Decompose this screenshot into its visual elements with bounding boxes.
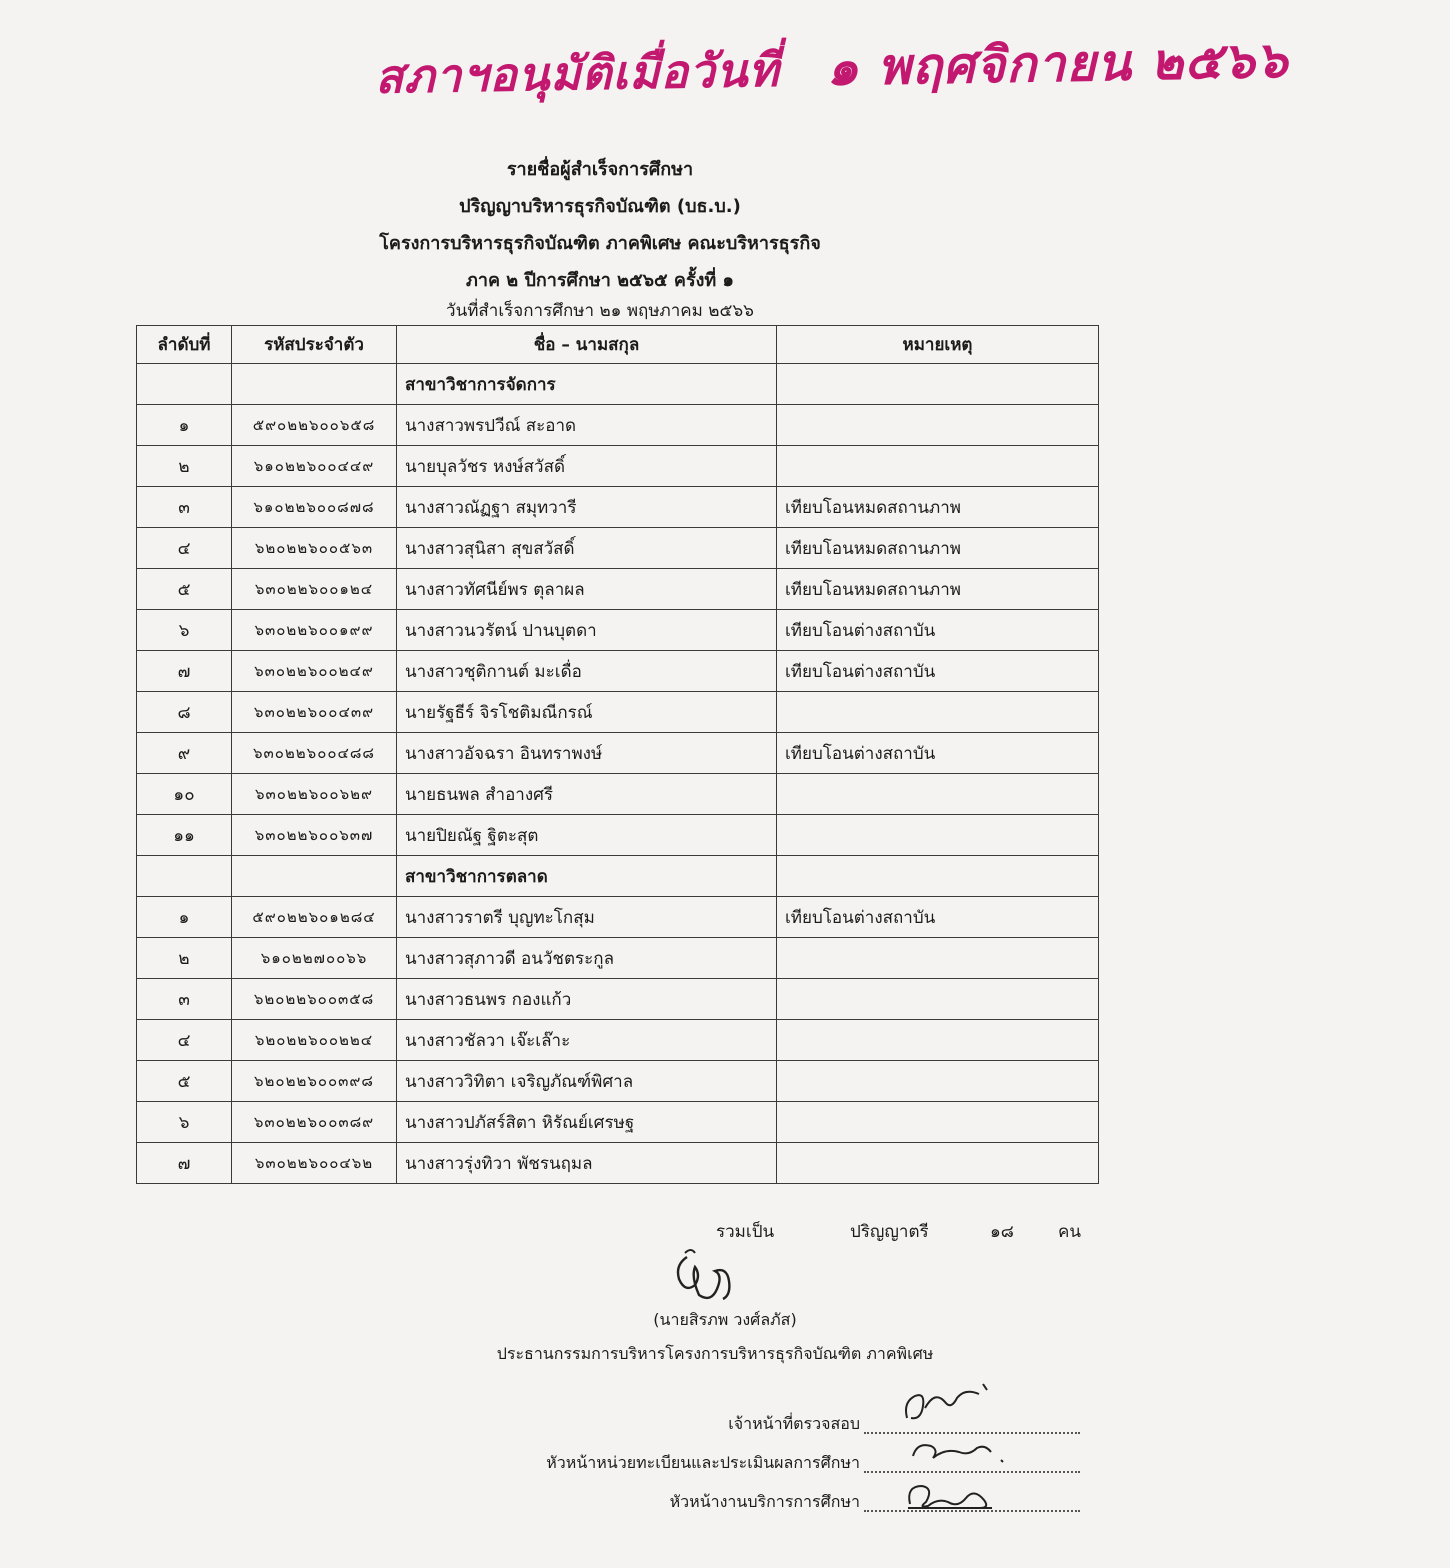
row-full-name: นางสาวธนพร กองแก้ว — [397, 979, 777, 1020]
row-note — [777, 405, 1099, 446]
row-student-id: ๕๙๐๒๒๖๐๑๒๘๔ — [232, 897, 397, 938]
row-note: เทียบโอนต่างสถาบัน — [777, 733, 1099, 774]
row-full-name: นางสาวนวรัตน์ ปานบุตดา — [397, 610, 777, 651]
row-student-id: ๖๓๐๒๒๖๐๐๖๓๗ — [232, 815, 397, 856]
section-empty-cell — [232, 364, 397, 405]
table-row — [137, 569, 1099, 610]
row-full-name: นางสาวอัจฉรา อินทราพงษ์ — [397, 733, 777, 774]
section-row — [137, 364, 1099, 405]
section-row — [137, 856, 1099, 897]
row-note: เทียบโอนต่างสถาบัน — [777, 610, 1099, 651]
row-no: ๗ — [137, 1143, 232, 1184]
row-no: ๓ — [137, 979, 232, 1020]
chairman-signature — [665, 1245, 745, 1307]
row-note — [777, 774, 1099, 815]
check-head-signature — [900, 1478, 1000, 1512]
row-no: ๖ — [137, 610, 232, 651]
table-row — [137, 1143, 1099, 1184]
row-no: ๑ — [137, 405, 232, 446]
doc-degree: ปริญญาบริหารธุรกิจบัณฑิต (บธ.บ.) — [459, 196, 741, 217]
row-note — [777, 1061, 1099, 1102]
table-row — [137, 405, 1099, 446]
doc-title: รายชื่อผู้สำเร็จการศึกษา — [506, 159, 694, 180]
header-name: ชื่อ – นามสกุล — [397, 326, 777, 364]
row-no: ๔ — [137, 1020, 232, 1061]
check-registrar-signature — [905, 1436, 1015, 1468]
row-no: ๙ — [137, 733, 232, 774]
table-row — [137, 733, 1099, 774]
row-student-id: ๖๒๐๒๒๖๐๐๒๒๔ — [232, 1020, 397, 1061]
row-note — [777, 1102, 1099, 1143]
row-full-name: นางสาวราตรี บุญทะโกสุม — [397, 897, 777, 938]
row-student-id: ๖๒๐๒๒๖๐๐๕๖๓ — [232, 528, 397, 569]
row-note — [777, 979, 1099, 1020]
table-row — [137, 651, 1099, 692]
row-no: ๔ — [137, 528, 232, 569]
graduates-table — [136, 325, 1099, 1184]
table-row — [137, 815, 1099, 856]
row-full-name: นางสาวทัศนีย์พร ตุลาผล — [397, 569, 777, 610]
row-full-name: นางสาวพรปวีณ์ สะอาด — [397, 405, 777, 446]
check-registrar-line — [864, 1469, 1080, 1473]
table-header-row — [137, 326, 1099, 364]
section-name: สาขาวิชาการจัดการ — [397, 364, 777, 405]
row-student-id: ๖๓๐๒๒๖๐๐๒๔๙ — [232, 651, 397, 692]
table-row — [137, 979, 1099, 1020]
row-student-id: ๖๓๐๒๒๖๐๐๔๘๘ — [232, 733, 397, 774]
row-student-id: ๖๑๐๒๒๖๐๐๘๗๘ — [232, 487, 397, 528]
table-row — [137, 487, 1099, 528]
total-degree: ปริญญาตรี — [850, 1222, 929, 1242]
row-full-name: นางสาวสุภาวดี อนวัชตระกูล — [397, 938, 777, 979]
row-note — [777, 815, 1099, 856]
section-name: สาขาวิชาการตลาด — [397, 856, 777, 897]
row-student-id: ๕๙๐๒๒๖๐๐๖๕๘ — [232, 405, 397, 446]
row-full-name: นายธนพล สำอางศรี — [397, 774, 777, 815]
row-note — [777, 938, 1099, 979]
row-full-name: นายบุลวัชร หงษ์สวัสดิ์ — [397, 446, 777, 487]
stamp-text: สภาฯอนุมัติเมื่อวันที่ — [374, 42, 781, 104]
row-full-name: นางสาวชุติกานต์ มะเดื่อ — [397, 651, 777, 692]
row-note: เทียบโอนต่างสถาบัน — [777, 897, 1099, 938]
signatory-position: ประธานกรรมการบริหารโครงการบริหารธุรกิจบัณฑิต ภาคพิเศษ — [496, 1344, 934, 1363]
row-no: ๘ — [137, 692, 232, 733]
row-no: ๗ — [137, 651, 232, 692]
row-note: เทียบโอนหมดสถานภาพ — [777, 569, 1099, 610]
table-row — [137, 774, 1099, 815]
table-row — [137, 1102, 1099, 1143]
doc-term: ภาค ๒ ปีการศึกษา ๒๕๖๕ ครั้งที่ ๑ — [466, 270, 734, 291]
stamp-date: ๑ พฤศจิกายน ๒๕๖๖ — [826, 29, 1289, 97]
row-note — [777, 1143, 1099, 1184]
header-note: หมายเหตุ — [777, 326, 1099, 364]
section-empty-cell — [137, 856, 232, 897]
row-no: ๓ — [137, 487, 232, 528]
table-row — [137, 610, 1099, 651]
table-row — [137, 1061, 1099, 1102]
row-no: ๑๑ — [137, 815, 232, 856]
table-row — [137, 897, 1099, 938]
row-student-id: ๖๓๐๒๒๖๐๐๑๙๙ — [232, 610, 397, 651]
approval-stamp — [374, 23, 1289, 117]
row-no: ๑ — [137, 897, 232, 938]
row-note: เทียบโอนหมดสถานภาพ — [777, 487, 1099, 528]
table-row — [137, 1020, 1099, 1061]
row-note: เทียบโอนหมดสถานภาพ — [777, 528, 1099, 569]
row-note — [777, 446, 1099, 487]
check-officer-signature — [895, 1380, 1015, 1430]
row-no: ๕ — [137, 569, 232, 610]
row-full-name: นางสาวชัลวา เจ๊ะเล๊าะ — [397, 1020, 777, 1061]
row-student-id: ๖๑๐๒๒๖๐๐๔๔๙ — [232, 446, 397, 487]
row-no: ๒ — [137, 446, 232, 487]
row-student-id: ๖๒๐๒๒๖๐๐๓๕๘ — [232, 979, 397, 1020]
row-no: ๖ — [137, 1102, 232, 1143]
row-student-id: ๖๑๐๒๒๗๐๐๖๖ — [232, 938, 397, 979]
row-student-id: ๖๓๐๒๒๖๐๐๔๓๙ — [232, 692, 397, 733]
total-count: ๑๘ — [990, 1222, 1014, 1242]
section-empty-cell — [232, 856, 397, 897]
section-empty-cell — [777, 856, 1099, 897]
signatory-name: (นายสิรภพ วงศ์ลภัส) — [653, 1310, 797, 1329]
row-full-name: นายรัฐธีร์ จิรโชติมณีกรณ์ — [397, 692, 777, 733]
total-label: รวมเป็น — [716, 1222, 775, 1242]
doc-program: โครงการบริหารธุรกิจบัณฑิต ภาคพิเศษ คณะบริหารธุรกิจ — [379, 233, 821, 254]
section-empty-cell — [137, 364, 232, 405]
table-row — [137, 692, 1099, 733]
table-row — [137, 938, 1099, 979]
row-no: ๕ — [137, 1061, 232, 1102]
check-officer-line — [864, 1430, 1080, 1434]
header-id: รหัสประจำตัว — [232, 326, 397, 364]
check-officer-label: เจ้าหน้าที่ตรวจสอบ — [728, 1414, 860, 1433]
row-full-name: นายปิยณัฐ ฐิตะสุต — [397, 815, 777, 856]
row-student-id: ๖๓๐๒๒๖๐๐๔๖๒ — [232, 1143, 397, 1184]
row-full-name: นางสาวณัฏฐา สมุทวารี — [397, 487, 777, 528]
total-unit: คน — [1058, 1222, 1081, 1242]
row-note — [777, 692, 1099, 733]
row-student-id: ๖๓๐๒๒๖๐๐๖๒๙ — [232, 774, 397, 815]
row-full-name: นางสาวปภัสร์สิตา หิรัณย์เศรษฐ — [397, 1102, 777, 1143]
row-student-id: ๖๓๐๒๒๖๐๐๓๘๙ — [232, 1102, 397, 1143]
row-full-name: นางสาววิทิตา เจริญภัณฑ์พิศาล — [397, 1061, 777, 1102]
table-row — [137, 446, 1099, 487]
check-head-label: หัวหน้างานบริการการศึกษา — [669, 1492, 860, 1511]
doc-grad-date: วันที่สำเร็จการศึกษา ๒๑ พฤษภาคม ๒๕๖๖ — [446, 301, 754, 321]
row-no: ๑๐ — [137, 774, 232, 815]
row-note — [777, 1020, 1099, 1061]
row-no: ๒ — [137, 938, 232, 979]
row-full-name: นางสาวสุนิสา สุขสวัสดิ์ — [397, 528, 777, 569]
row-note: เทียบโอนต่างสถาบัน — [777, 651, 1099, 692]
section-empty-cell — [777, 364, 1099, 405]
row-student-id: ๖๓๐๒๒๖๐๐๑๒๔ — [232, 569, 397, 610]
check-registrar-label: หัวหน้าหน่วยทะเบียนและประเมินผลการศึกษา — [546, 1453, 860, 1472]
header-no: ลำดับที่ — [137, 326, 232, 364]
row-student-id: ๖๒๐๒๒๖๐๐๓๙๘ — [232, 1061, 397, 1102]
table-row — [137, 528, 1099, 569]
row-full-name: นางสาวรุ่งทิวา พัชรนฤมล — [397, 1143, 777, 1184]
